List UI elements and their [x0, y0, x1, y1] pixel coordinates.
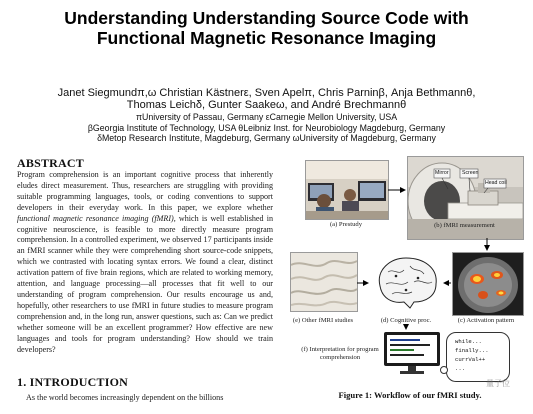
- code-line: currVal++: [455, 356, 486, 363]
- abstract-text-part: , which is well established in cognitive neuroscience, is feasible to more directly measure program comprehension. In a controlled experiment, we observed 17 participants inside an fMRI scanner while they were comprehending short source-code snippets, which we contrasted with locating syntax errors. We found a clear, distinct activation pattern of five brain regions, which are related to working memory, attention, and language processing—all processes that fit well to our understanding of program comprehension. Our results encourage us and, hopefully, other researchers to use fMRI in future studies to measure program comprehension and, in the long run, answer questions, such as: Can we predict whether someone will be an excellent programmer? How effective are new languages and tools for program understanding? How should we train developers?: [17, 213, 273, 354]
- affiliation-line: βGeorgia Institute of Technology, USA θLeibniz Inst. for Neurobiology Magdeburg, Germany: [87, 122, 446, 133]
- introduction-first-line: As the world becomes increasingly dependent on the billions: [26, 393, 224, 402]
- abstract-body: [17, 170, 273, 355]
- watermark-text: 量子位: [486, 379, 510, 388]
- scanner-label-mirror: Mirror: [435, 170, 449, 176]
- panel-b-caption: (b) fMRI measurement: [434, 222, 495, 229]
- affiliation-line: δMetop Research Institute, Magdeburg, Germany ωUniversity of Magdeburg, Germany: [97, 133, 436, 143]
- workflow-arrows: [290, 152, 530, 414]
- introduction-heading: 1. INTRODUCTION: [17, 375, 129, 389]
- code-line: finally...: [455, 347, 489, 354]
- abstract-text-part: Program comprehension is an important cognitive process that inherently eludes direct measurement. Thus, researchers are struggling with providing suitable programming languages, tools, or coding conventions to support developers in their everyday work. In this paper, we explore whether: [17, 170, 273, 212]
- panel-d-caption: (d) Cognitive proc.: [380, 317, 432, 324]
- paper-title: [0, 8, 533, 48]
- paper-title-line-2: Functional Magnetic Resonance Imaging: [96, 28, 437, 48]
- code-line: while...: [455, 338, 482, 345]
- panel-e-caption: (e) Other fMRI studies: [292, 317, 354, 324]
- figure-caption: Figure 1: Workflow of our fMRI study.: [338, 390, 482, 400]
- panel-f-caption: (f) Interpretation for program comprehension: [301, 346, 379, 361]
- watermark-logo: [486, 378, 510, 389]
- author-list: [0, 87, 533, 111]
- figure-1: [290, 152, 530, 414]
- scanner-label-screen: Screen: [462, 170, 479, 176]
- abstract-text-emphasis: functional magnetic resonance imaging (fMRI): [17, 213, 174, 223]
- author-line-1: Janet Siegmundπ,ω Christian Kästnerε, Sven Apelπ, Chris Parninβ, Anja Bethmannθ,: [57, 87, 476, 99]
- paper-title-line-1: Understanding Understanding Source Code with: [64, 8, 469, 28]
- affiliation-list: [0, 112, 533, 144]
- panel-c-caption: (c) Activation pattern: [457, 317, 515, 324]
- affiliation-line: πUniversity of Passau, Germany εCarnegie Mellon University, USA: [135, 112, 398, 122]
- abstract-heading: ABSTRACT: [17, 156, 84, 170]
- panel-a-caption: (a) Prestudy: [329, 221, 363, 228]
- scanner-label-head-coil: Head coil: [485, 180, 507, 186]
- author-line-2: Thomas Leichδ, Gunter Saakeω, and André Brechmannθ: [126, 99, 407, 111]
- code-line: ...: [455, 365, 466, 372]
